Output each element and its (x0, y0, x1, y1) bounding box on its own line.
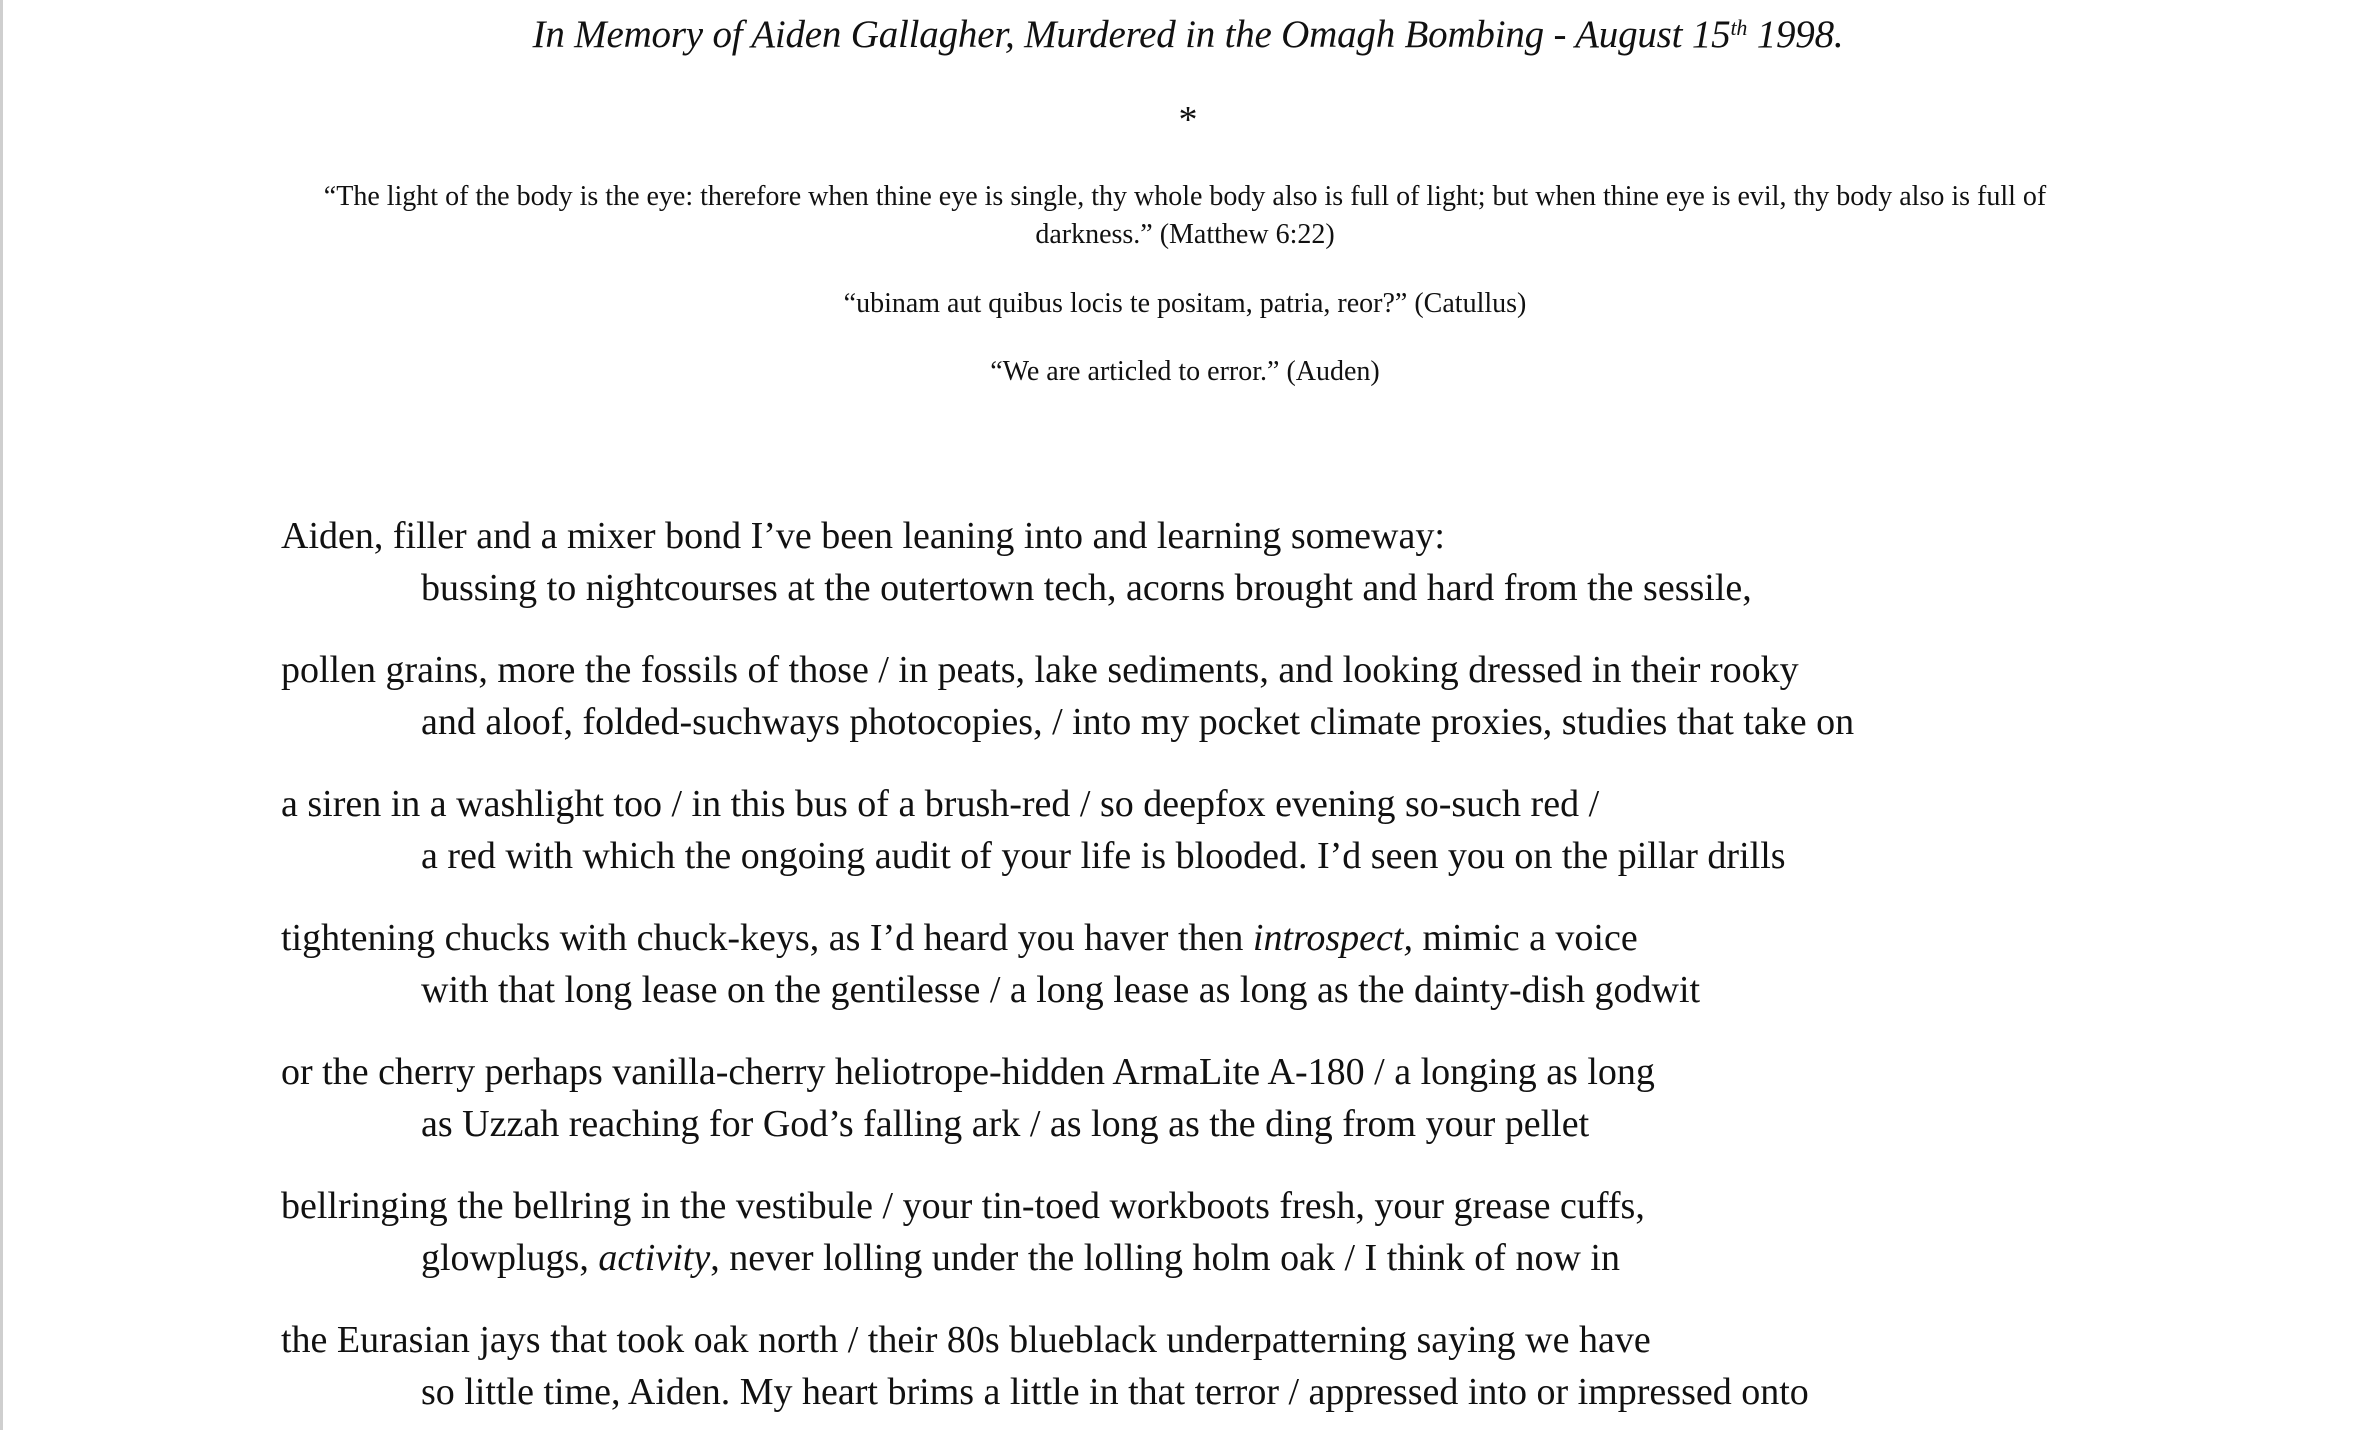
poem-line: a siren in a washlight too / in this bus of a brush-red / so deepfox evening so-such red / (281, 783, 1600, 825)
poem-stanza-1 (281, 510, 2181, 614)
poem-line: the Eurasian jays that took oak north / their 80s blueblack underpatterning saying we have (281, 1319, 1651, 1361)
poem-text: mimic a voice (1412, 917, 1638, 959)
poem-line-indented (281, 1232, 2181, 1284)
poem-italic-word: activity (598, 1237, 711, 1279)
dedication-text: In Memory of Aiden Gallagher, Murdered in the Omagh Bombing - August 15 (532, 13, 1731, 56)
poem-stanza-3 (281, 778, 2181, 882)
epigraph-catullus: “ubinam aut quibus locis te positam, patria, reor?” (Catullus) (843, 288, 1527, 319)
dedication-ordinal-suffix: th (1730, 15, 1748, 40)
poem-line: or the cherry perhaps vanilla-cherry heliotrope-hidden ArmaLite A-180 / a longing as long (281, 1051, 1655, 1093)
poem-line-indented: bussing to nightcourses at the outertown tech, acorns brought and hard from the sessile, (421, 567, 1752, 609)
poem-stanza-4 (281, 912, 2181, 1016)
poem-line: bellringing the bellring in the vestibule / your tin-toed workboots fresh, your grease cuffs, (281, 1185, 1645, 1227)
poem-stanza-7 (281, 1314, 2181, 1418)
poem-text: tightening chucks with chuck-keys, as I’d heard you haver then (281, 917, 1253, 959)
poem-line: Aiden, filler and a mixer bond I’ve been leaning into and learning someway: (281, 515, 1445, 557)
dedication-year: 1998. (1747, 13, 1844, 56)
poem-stanza-2 (281, 644, 2181, 748)
poem-stanza-5 (281, 1046, 2181, 1150)
poem-body (281, 510, 2181, 1448)
poem-line-indented: and aloof, folded-suchways photocopies, / into my pocket climate proxies, studies that take on (421, 701, 1855, 743)
poem-line (281, 912, 2181, 964)
section-separator: * (1178, 99, 1198, 141)
poem-line-indented: with that long lease on the gentilesse / a long lease as long as the dainty-dish godwit (421, 969, 1701, 1011)
poem-text: glowplugs, (421, 1237, 599, 1279)
dedication-heading (0, 12, 2356, 57)
poem-line-indented: so little time, Aiden. My heart brims a little in that terror / appressed into or impressed onto (421, 1371, 1809, 1413)
epigraph-auden: “We are articled to error.” (Auden) (990, 356, 1380, 387)
poem-stanza-6 (281, 1180, 2181, 1284)
poem-italic-word: introspect, (1252, 917, 1413, 959)
poem-line: pollen grains, more the fossils of those / in peats, lake sediments, and looking dressed in their rooky (281, 649, 1799, 691)
epigraph-matthew: “The light of the body is the eye: therefore when thine eye is single, thy whole body also is full of light; but when thine eye is evil, thy body also is full of darkness.” (Matthew 6:22) (323, 181, 2047, 250)
poem-line-indented: a red with which the ongoing audit of your life is blooded. I’d seen you on the pillar drills (421, 835, 1786, 877)
poem-text: , never lolling under the lolling holm oak / I think of now in (710, 1237, 1620, 1279)
poem-line-indented: as Uzzah reaching for God’s falling ark / as long as the ding from your pellet (421, 1103, 1590, 1145)
